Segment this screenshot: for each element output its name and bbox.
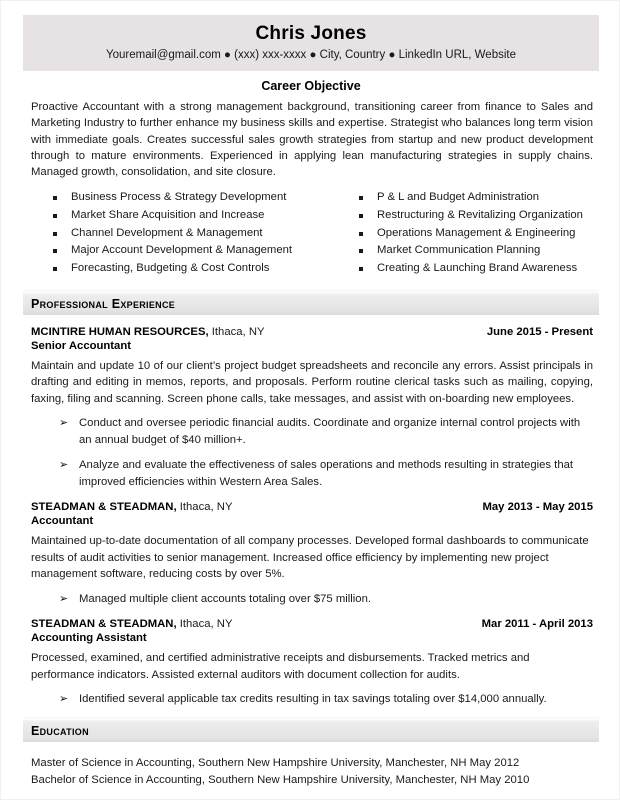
section-title: Education [31,723,89,738]
square-bullet-icon [359,267,363,271]
list-item [337,263,595,281]
arrow-bullet-icon: ➢ [59,459,69,472]
job-description: Processed, examined, and certified administrative receipts and disbursements. Tracked metrics and performance indicators. Assisted external auditors with document collection for audits. [31,652,530,681]
career-objective-text: Proactive Accountant with a strong management background, transitioning career from finance to Sales and Marketing Industry to further enhance my business skills and expertise. Strategist who balances long term vision with immediate goals. Creates successful sales growth strategies from startup and new product development through to mature environments. Experienced in applying lean manufacturing strategies in supply chains. Managed growth, consolidation, and site closure. [31,100,593,179]
job-bullet-list [31,415,593,490]
bullet-text: Conduct and oversee periodic financial audits. Coordinate and organize internal control projects with an annual budget of $40 million+. [79,417,581,446]
job-dates: Mar 2011 - April 2013 [481,618,593,631]
arrow-bullet-icon: ➢ [59,592,69,605]
section-header-professional-experience [23,290,599,315]
square-bullet-icon [53,232,57,236]
experience-entry [23,326,599,490]
arrow-bullet-icon: ➢ [59,417,69,430]
section-header-education [23,717,599,742]
job-dates: May 2013 - May 2015 [482,501,593,514]
skill-label: Operations Management & Engineering [377,226,576,239]
bullet-text: Managed multiple client accounts totaling over $75 million. [79,592,371,605]
job-dates: June 2015 - Present [486,325,593,338]
skill-label: Forecasting, Budgeting & Cost Controls [71,262,270,275]
square-bullet-icon [359,249,363,253]
experience-entry [23,618,599,707]
job-company-name: MCINTIRE HUMAN RESOURCES, [31,325,209,338]
career-objective-heading: Career Objective [261,78,361,93]
skills-column-left [31,192,313,281]
list-item [337,245,595,263]
square-bullet-icon [359,214,363,218]
page-title: Chris Jones [255,23,367,44]
section-title: Professional Experience [31,296,176,311]
job-description: Maintain and update 10 of our client’s project budget spreadsheets and reconcile any errors. Assist principals in drafting and editing in memos, reports, and proposals. Perform routine clerical tasks such as mailing, copying, faxing, filing and scanning. Screen phone calls, take messages, and assist with on-boarding new employees. [31,359,593,405]
contact-line: Youremail@gmail.com ● (xxx) xxx-xxxx ● City, Country ● LinkedIn URL, Website [106,48,516,61]
square-bullet-icon [53,214,57,218]
skill-label: Channel Development & Management [71,226,263,239]
list-item [59,691,593,707]
arrow-bullet-icon: ➢ [59,693,69,706]
job-employer [31,501,233,513]
skill-label: Restructuring & Revitalizing Organization [377,208,583,221]
square-bullet-icon [53,196,57,200]
square-bullet-icon [359,232,363,236]
skill-label: Market Share Acquisition and Increase [71,208,265,221]
list-item [337,192,595,210]
list-item [59,457,593,490]
job-title: Accountant [31,515,94,528]
job-location: Ithaca, NY [208,325,265,338]
skill-label: Creating & Launching Brand Awareness [377,262,578,275]
list-item [337,228,595,246]
skill-label: Market Communication Planning [377,244,541,257]
square-bullet-icon [359,196,363,200]
bullet-text: Analyze and evaluate the effectiveness of sales operations and methods resulting in strategies that improved efficiencies within Western Area Sales. [79,459,574,488]
list-item [31,263,313,281]
job-title: Senior Accountant [31,339,132,352]
list-item [31,210,313,228]
job-header [31,501,593,513]
square-bullet-icon [53,267,57,271]
job-description: Maintained up-to-date documentation of all company processes. Developed formal dashboards to communicate results of audit activities to senior management. Increased office efficiency by implementing new project management software, reducing costs by over 5%. [31,535,589,581]
list-item [31,245,313,263]
education-list [23,755,599,789]
education-entry: Bachelor of Science in Accounting, Southern New Hampshire University, Manchester, NH May 2010 [31,773,530,786]
square-bullet-icon [53,249,57,253]
list-item [337,210,595,228]
job-title: Accounting Assistant [31,632,147,645]
list-item [31,192,313,210]
education-entry: Master of Science in Accounting, Southern New Hampshire University, Manchester, NH May 2012 [31,756,520,769]
skill-label: P & L and Budget Administration [377,190,540,203]
job-company-name: STEADMAN & STEADMAN, [31,618,177,631]
skill-label: Major Account Development & Management [71,244,293,257]
list-item [59,591,593,607]
job-employer [31,326,265,338]
job-location: Ithaca, NY [176,501,233,514]
job-company-name: STEADMAN & STEADMAN, [31,501,177,514]
job-bullet-list [31,691,593,707]
resume-sheet [23,15,599,789]
job-bullet-list [31,591,593,607]
resume-header-band [23,15,599,71]
job-header [31,618,593,630]
list-item [59,415,593,448]
skill-label: Business Process & Strategy Development [71,190,287,203]
job-employer [31,618,233,630]
job-location: Ithaca, NY [176,618,233,631]
list-item [31,228,313,246]
experience-entry [23,501,599,607]
skills-list [23,192,599,281]
bullet-text: Identified several applicable tax credits resulting in tax savings totaling over $14,000 annually. [79,693,547,706]
skills-column-right [313,192,595,281]
job-header [31,326,593,338]
